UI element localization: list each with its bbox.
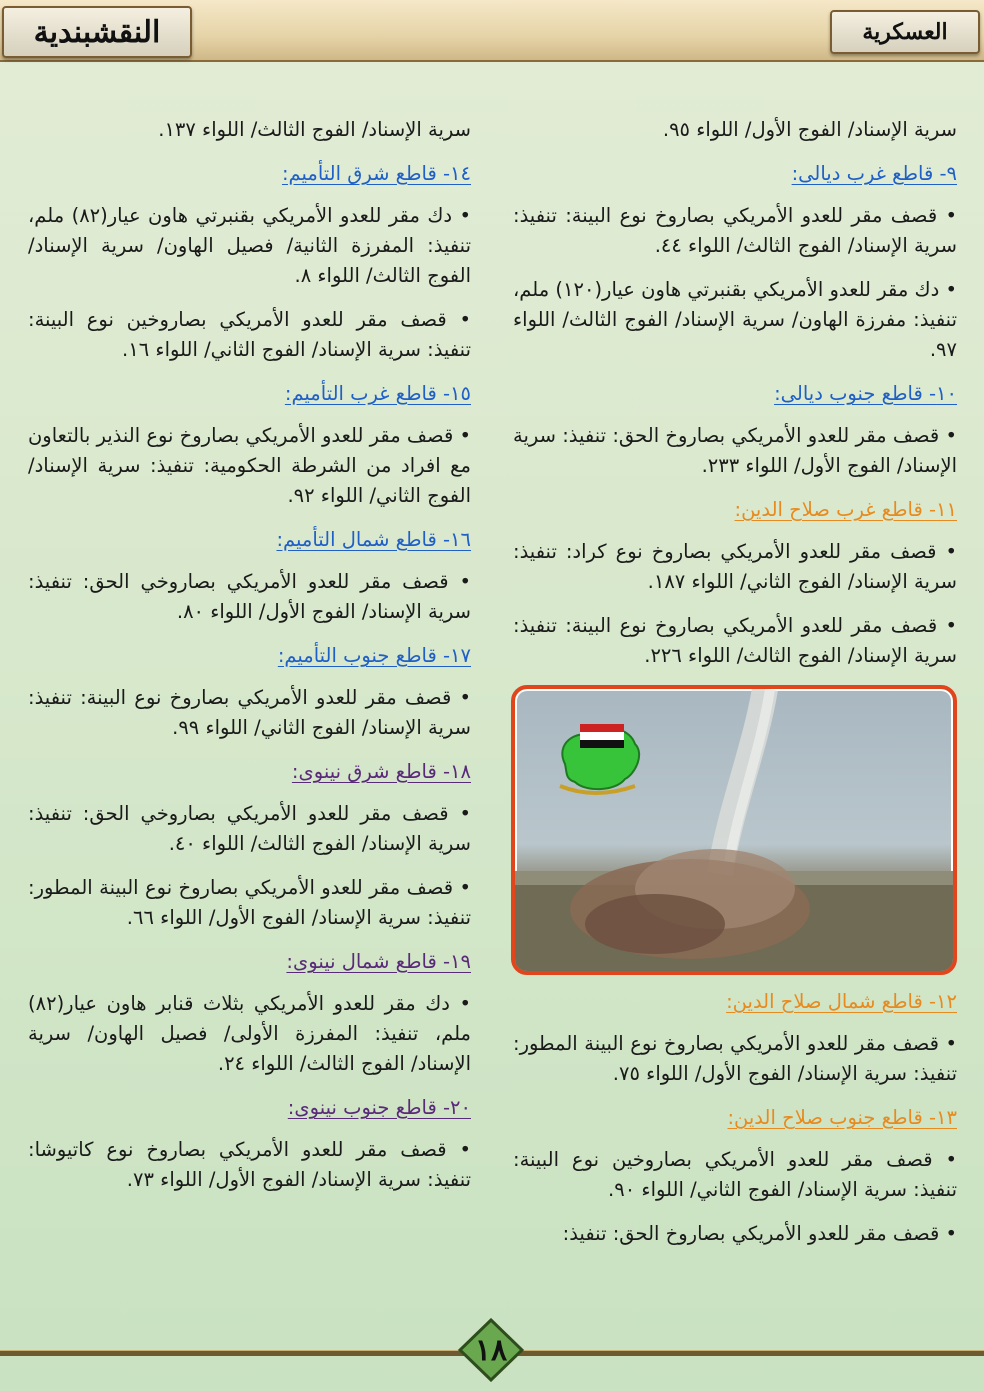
left-intro: سرية الإسناد/ الفوج الثالث/ اللواء ١٣٧.: [158, 118, 471, 141]
section-10-heading: ١٠- قاطع جنوب ديالى:: [774, 382, 957, 405]
section-13-item-2: • قصف مقر للعدو الأمريكي بصاروخ الحق: تنفيذ:: [562, 1222, 957, 1245]
right-intro: سرية الإسناد/ الفوج الأول/ اللواء ٩٥.: [662, 118, 957, 141]
section-19-item-1: • دك مقر للعدو الأمريكي بثلاث قنابر هاون عيار(٨٢) ملم، تنفيذ: المفرزة الأولى/ فصيل الهاون/ سرية الإسناد/ الفوج الثالث/ اللواء ٢٤.: [28, 992, 471, 1075]
section-12-item-1: • قصف مقر للعدو الأمريكي بصاروخ نوع البينة المطور: تنفيذ: سرية الإسناد/ الفوج الأول/ اللواء ٧٥.: [513, 1032, 957, 1085]
section-13-item-1: • قصف مقر للعدو الأمريكي بصاروخين نوع البينة: تنفيذ: سرية الإسناد/ الفوج الثاني/ اللواء ٩٠.: [513, 1148, 957, 1201]
emblem-icon: [560, 724, 639, 793]
rocket-launch-photo: [511, 685, 957, 975]
section-19-heading: ١٩- قاطع شمال نينوى:: [286, 950, 471, 973]
top-header-bar: [0, 0, 984, 62]
section-11-item-1: • قصف مقر للعدو الأمريكي بصاروخ نوع كراد: تنفيذ: سرية الإسناد/ الفوج الثاني/ اللواء ١٨٧.: [513, 540, 957, 593]
publication-logo-tag: النقشبندية: [2, 6, 192, 58]
section-18-item-1: • قصف مقر للعدو الأمريكي بصاروخي الحق: تنفيذ: سرية الإسناد/ الفوج الثالث/ اللواء ٤٠.: [28, 802, 471, 855]
section-tag: العسكرية: [830, 10, 980, 54]
section-10-item-1: • قصف مقر للعدو الأمريكي بصاروخ الحق: تنفيذ: سرية الإسناد/ الفوج الأول/ اللواء ٢٣٣.: [513, 424, 957, 477]
page-number: [458, 1318, 524, 1382]
section-9-item-2: • دك مقر للعدو الأمريكي بقنبرتي هاون عيار(١٢٠) ملم، تنفيذ: مفرزة الهاون/ سرية الإسناد/ الفوج الثالث/ اللواء ٩٧.: [513, 278, 957, 361]
section-18-heading: ١٨- قاطع شرق نينوى:: [291, 760, 471, 783]
section-20-heading: ٢٠- قاطع جنوب نينوى:: [287, 1096, 471, 1119]
section-18-item-2: • قصف مقر للعدو الأمريكي بصاروخ نوع البينة المطور: تنفيذ: سرية الإسناد/ الفوج الأول/ اللواء ٦٦.: [28, 876, 471, 929]
section-17-heading: ١٧- قاطع جنوب التأميم:: [277, 644, 471, 667]
section-20-item-1: • قصف مقر للعدو الأمريكي بصاروخ نوع كاتيوشا: تنفيذ: سرية الإسناد/ الفوج الأول/ اللواء ٧٣.: [28, 1138, 471, 1191]
section-15-item-1: • قصف مقر للعدو الأمريكي بصاروخ نوع النذير بالتعاون مع افراد من الشرطة الحكومية: تنفيذ: سرية الإسناد/ الفوج الثاني/ اللواء ٩٢.: [27, 424, 471, 507]
photo-illustration: [515, 689, 953, 971]
page-number-label: ١٨: [474, 1332, 508, 1368]
section-14-item-2: • قصف مقر للعدو الأمريكي بصاروخين نوع البينة: تنفيذ: سرية الإسناد/ الفوج الثاني/ اللواء ١٦.: [28, 308, 471, 361]
section-9-heading: ٩- قاطع غرب ديالى:: [791, 162, 957, 185]
section-16-heading: ١٦- قاطع شمال التأميم:: [276, 528, 471, 551]
section-14-heading: ١٤- قاطع شرق التأميم:: [281, 162, 471, 185]
section-9-item-1: • قصف مقر للعدو الأمريكي بصاروخ نوع البينة: تنفيذ: سرية الإسناد/ الفوج الثالث/ اللواء ٤٤.: [513, 204, 957, 257]
section-16-item-1: • قصف مقر للعدو الأمريكي بصاروخي الحق: تنفيذ: سرية الإسناد/ الفوج الأول/ اللواء ٨٠.: [28, 570, 471, 623]
left-column: [28, 115, 471, 1209]
section-15-heading: ١٥- قاطع غرب التأميم:: [284, 382, 471, 405]
section-17-item-1: • قصف مقر للعدو الأمريكي بصاروخ نوع البينة: تنفيذ: سرية الإسناد/ الفوج الثاني/ اللواء ٩٩.: [28, 686, 471, 739]
section-14-item-1: • دك مقر للعدو الأمريكي بقنبرتي هاون عيار(٨٢) ملم، تنفيذ: المفرزة الثانية/ فصيل الهاون/ سرية الإسناد/ الفوج الثالث/ اللواء ٨.: [28, 204, 471, 287]
section-11-item-2: • قصف مقر للعدو الأمريكي بصاروخ نوع البينة: تنفيذ: سرية الإسناد/ الفوج الثالث/ اللواء ٢٢٦.: [513, 614, 957, 667]
section-13-heading: ١٣- قاطع جنوب صلاح الدين:: [727, 1106, 957, 1129]
section-11-heading: ١١- قاطع غرب صلاح الدين:: [734, 498, 957, 521]
right-column: [513, 115, 957, 1263]
section-12-heading: ١٢- قاطع شمال صلاح الدين:: [726, 990, 957, 1013]
